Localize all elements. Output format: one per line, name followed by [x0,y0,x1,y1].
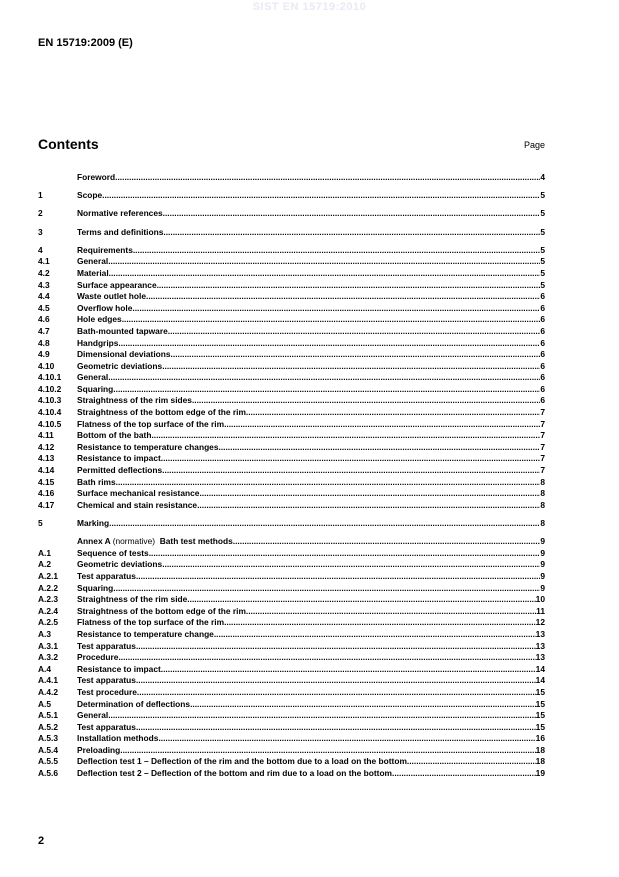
toc-entry-title: Flatness of the top surface of the rim [77,617,225,628]
toc-entry-number: 4.8 [38,337,50,348]
toc-leader-dots [108,710,535,722]
toc-entry[interactable] [38,372,545,384]
toc-entry-number: 4.16 [38,488,55,499]
toc-entry-title: Hole edges [77,314,122,325]
toc-leader-dots [219,442,541,454]
toc-entry-title: Test apparatus [77,640,136,651]
toc-entry-page: 6 [540,291,545,302]
toc-entry-page: 7 [540,465,545,476]
toc-entry-page: 14 [535,663,545,674]
toc-entry-number: A.4.2 [38,686,59,697]
toc-entry-title: Bath rims [77,476,116,487]
toc-entry[interactable] [38,536,545,548]
toc-entry[interactable] [38,280,545,292]
toc-entry-page: 19 [535,768,545,779]
toc-entry-title: General [77,256,109,267]
toc-leader-dots [157,280,541,292]
toc-entry[interactable] [38,477,545,489]
toc-entry-page: 7 [540,430,545,441]
toc-entry-title: Test procedure [77,686,137,697]
toc-entry[interactable] [38,465,545,477]
toc-entry[interactable] [38,384,545,396]
toc-entry-page: 15 [535,698,545,709]
toc-entry[interactable] [38,687,545,699]
toc-entry-number: A.2.2 [38,582,59,593]
toc-entry-title: Geometric deviations [77,360,163,371]
toc-entry-number: A.1 [38,547,52,558]
toc-entry[interactable] [38,548,545,560]
toc-leader-dots [199,488,540,500]
toc-entry[interactable] [38,664,545,676]
toc-leader-dots [136,722,536,734]
toc-entry-number: A.5.2 [38,721,59,732]
toc-entry-page: 15 [535,686,545,697]
toc-entry-number: 4.15 [38,476,55,487]
toc-entry-number: 4.13 [38,453,55,464]
toc-entry-page: 6 [540,360,545,371]
toc-entry-number: A.3 [38,628,52,639]
toc-entry-title: Installation methods [77,733,159,744]
toc-entry-number: A.4 [38,663,52,674]
toc-entry-title: Straightness of the bottom edge of the rim [77,407,246,418]
toc-entry-page: 6 [540,314,545,325]
toc-entry-title: Straightness of the rim sides [77,395,192,406]
toc-entry-title: Dimensional deviations [77,349,171,360]
toc-entry-title-qualifier: (normative) [112,536,156,547]
toc-entry[interactable] [38,722,545,734]
toc-entry-title: General [77,710,109,721]
toc-entry-title: Scope [77,190,103,201]
toc-entry-page: 6 [540,325,545,336]
toc-entry-page: 6 [540,302,545,313]
toc-entry-title: Chemical and stain resistance [77,499,198,510]
toc-entry-number: 4.12 [38,441,55,452]
toc-entry-title: Material [77,267,109,278]
toc-entry-page: 7 [540,407,545,418]
toc-entry-page: 6 [540,395,545,406]
toc-leader-dots [133,245,540,257]
toc-entry[interactable] [38,442,545,454]
toc-entry[interactable] [38,768,545,780]
toc-entry-title [77,536,233,548]
toc-entry-page: 5 [540,267,545,278]
toc-entry-page: 6 [540,337,545,348]
toc-entry-page: 6 [540,372,545,383]
toc-entry-number: 4.11 [38,430,54,441]
toc-entry-title: Marking [77,518,110,528]
toc-entry-page: 12 [535,617,545,628]
toc-leader-dots [109,518,540,530]
toc-entry[interactable] [38,606,545,618]
toc-entry[interactable] [38,430,545,442]
toc-entry-number: A.2.4 [38,605,59,616]
toc-entry-title: Test apparatus [77,570,136,581]
toc-leader-dots [151,430,540,442]
toc-entry-title: Test apparatus [77,675,136,686]
toc-entry-page: 13 [535,652,545,663]
toc-leader-dots [136,571,540,583]
toc-entry-number: 4.10.5 [38,418,62,429]
toc-leader-dots [136,641,536,653]
toc-entry-title: Test apparatus [77,721,136,732]
toc-entry-title: Resistance to impact [77,663,161,674]
toc-entry-number: 4.10 [38,360,55,371]
toc-entry-number: A.3.2 [38,652,59,663]
page-column-header: Page [523,140,545,150]
toc-entry-title: Straightness of the bottom edge of the rim [77,605,246,616]
toc-leader-dots [392,768,536,780]
toc-entry-number: A.5.4 [38,744,59,755]
toc-leader-dots [122,314,541,326]
toc-entry-title: Straightness of the rim side [77,594,188,605]
toc-entry-number: 4.4 [38,291,50,302]
toc-leader-dots [113,384,540,396]
toc-entry-title: Surface appearance [77,279,157,290]
toc-entry[interactable] [38,745,545,757]
toc-entry-number: 5 [38,518,43,528]
toc-leader-dots [214,629,536,641]
toc-entry[interactable] [38,583,545,595]
toc-entry-page: 5 [540,244,545,255]
toc-entry-title: Geometric deviations [77,559,163,570]
toc-entry[interactable] [38,594,545,606]
toc-leader-dots [109,268,541,280]
toc-entry-page: 10 [535,594,545,605]
toc-entry-title-text: Bath test methods [159,536,233,547]
toc-entry[interactable] [38,419,545,431]
toc-leader-dots [224,419,540,431]
toc-leader-dots [118,338,540,350]
toc-entry-title: Squaring [77,383,114,394]
toc-entry-page: 9 [540,536,545,547]
toc-leader-dots [161,453,541,465]
toc-leader-dots [162,465,540,477]
toc-entry-number: 4.14 [38,465,55,476]
watermark: SIST EN 15719:2010 [252,1,367,13]
toc-entry-title: Procedure [77,652,119,663]
toc-entry[interactable] [38,675,545,687]
toc-entry-number: 4.2 [38,267,50,278]
toc-entry-page: 5 [540,256,545,267]
toc-entry-number: 4.10.3 [38,395,62,406]
toc-entry-title: Permitted deflections [77,465,163,476]
toc-entry-number: A.5.1 [38,710,59,721]
toc-entry-number: A.5.3 [38,733,59,744]
toc-entry[interactable] [38,314,545,326]
toc-entry-title: Deflection test 2 – Deflection of the bottom and rim due to a load on the bottom [77,768,393,779]
toc-leader-dots [233,536,541,548]
toc-entry[interactable] [38,190,545,202]
toc-entry-number: 4.17 [38,499,55,510]
toc-leader-dots [163,227,540,239]
toc-leader-dots [197,500,540,512]
toc-entry[interactable] [38,518,545,530]
page-number: 2 [38,835,45,847]
toc-entry[interactable] [38,641,545,653]
toc-entry-title: Squaring [77,582,114,593]
toc-entry-page: 16 [535,733,545,744]
toc-entry-number: 4.10.1 [38,372,62,383]
toc-entry-title: General [77,372,109,383]
toc-leader-dots [192,395,540,407]
toc-entry-page: 7 [540,441,545,452]
toc-leader-dots [161,664,536,676]
toc-entry[interactable] [38,699,545,711]
toc-entry[interactable] [38,338,545,350]
toc-entry-page: 18 [535,744,545,755]
toc-entry-page: 11 [536,605,545,616]
toc-leader-dots [149,548,541,560]
table-of-contents [38,172,545,780]
toc-entry-number: 3 [38,226,43,237]
toc-entry[interactable] [38,245,545,257]
toc-leader-dots [136,675,536,687]
toc-entry[interactable] [38,559,545,571]
toc-entry-page: 5 [540,190,545,201]
toc-entry-title: Resistance to temperature change [77,628,214,639]
toc-entry[interactable] [38,256,545,268]
toc-entry[interactable] [38,407,545,419]
toc-entry-number: 4.1 [38,256,50,267]
toc-entry-page: 9 [540,582,545,593]
toc-entry-page: 15 [535,721,545,732]
toc-entry-number: 4.7 [38,325,50,336]
toc-entry-title: Resistance to temperature changes [77,441,219,452]
toc-entry-number: A.5.5 [38,756,59,767]
toc-entry-number: 4.10.4 [38,407,62,418]
toc-entry-page: 5 [540,226,545,237]
toc-entry-number: A.4.1 [38,675,59,686]
toc-entry-page: 8 [540,499,545,510]
toc-entry[interactable] [38,710,545,722]
toc-entry[interactable] [38,617,545,629]
toc-entry-title: Deflection test 1 – Deflection of the rim and the bottom due to a load on the bottom [77,756,407,767]
toc-entry[interactable] [38,500,545,512]
toc-entry-title: Requirements [77,244,133,255]
toc-entry-title: Bath-mounted tapware [77,325,168,336]
toc-entry-number: 4.9 [38,349,50,360]
toc-entry-page: 9 [540,570,545,581]
toc-entry[interactable] [38,208,545,220]
toc-entry-number: 4.5 [38,302,50,313]
toc-leader-dots [116,477,541,489]
toc-entry[interactable] [38,326,545,338]
toc-entry[interactable] [38,756,545,768]
toc-leader-dots [162,361,540,373]
toc-entry-title: Foreword [77,172,116,182]
toc-entry-page: 7 [540,418,545,429]
toc-leader-dots [108,256,540,268]
toc-entry-number: A.2.5 [38,617,59,628]
toc-entry-page: 15 [535,710,545,721]
toc-entry-page: 5 [540,279,545,290]
toc-entry-page: 18 [535,756,545,767]
toc-leader-dots [113,583,540,595]
toc-entry[interactable] [38,652,545,664]
toc-entry-number: 2 [38,208,43,219]
toc-entry-title: Flatness of the top surface of the rim [77,418,225,429]
toc-entry-title: Surface mechanical resistance [77,488,200,499]
document-id: EN 15719:2009 (E) [38,37,133,49]
toc-leader-dots [163,208,541,220]
toc-entry-title: Normative references [77,208,163,219]
toc-leader-dots [162,559,540,571]
toc-entry[interactable] [38,733,545,745]
toc-entry-title: Overflow hole [77,302,133,313]
toc-entry-number: 4.6 [38,314,50,325]
toc-entry-page: 6 [540,383,545,394]
toc-leader-dots [407,756,536,768]
toc-leader-dots [118,652,535,664]
toc-entry-title: Handgrips [77,337,119,348]
toc-entry-title: Terms and definitions [77,226,164,237]
toc-entry-number: 4 [38,244,43,255]
toc-entry[interactable] [38,361,545,373]
toc-entry-page: 9 [540,547,545,558]
toc-leader-dots [158,733,535,745]
toc-entry-title: Resistance to impact [77,453,161,464]
toc-entry[interactable] [38,629,545,641]
toc-entry[interactable] [38,303,545,315]
toc-entry-number: A.3.1 [38,640,59,651]
toc-entry-number: A.2.1 [38,570,59,581]
toc-leader-dots [187,594,535,606]
toc-entry-page: 13 [535,628,545,639]
toc-entry-number: 4.10.2 [38,383,62,394]
toc-entry-page: 9 [540,559,545,570]
toc-entry-title: Bottom of the bath [77,430,152,441]
toc-entry-number: A.2 [38,559,52,570]
toc-entry-page: 13 [535,640,545,651]
toc-entry-number: A.5.6 [38,768,59,779]
toc-entry-page: 8 [540,488,545,499]
toc-entry[interactable] [38,349,545,361]
toc-leader-dots [102,190,540,202]
toc-leader-dots [120,745,535,757]
toc-entry-title: Preloading [77,744,121,755]
toc-entry-page: 6 [540,349,545,360]
toc-leader-dots [246,407,540,419]
toc-entry[interactable] [38,453,545,465]
toc-entry-page: 5 [540,208,545,219]
toc-entry[interactable] [38,395,545,407]
toc-leader-dots [137,687,536,699]
toc-entry-page: 8 [540,476,545,487]
toc-entry-title: Determination of deflections [77,698,191,709]
toc-entry[interactable] [38,291,545,303]
toc-entry-title: Waste outlet hole [77,291,147,302]
toc-leader-dots [190,699,536,711]
toc-entry-page: 8 [540,518,545,528]
toc-entry[interactable] [38,227,545,239]
toc-entry-page: 7 [540,453,545,464]
toc-leader-dots [171,349,541,361]
toc-entry-page: 4 [540,172,545,182]
toc-entry-number: A.2.3 [38,594,59,605]
toc-leader-dots [168,326,541,338]
toc-entry[interactable] [38,571,545,583]
toc-entry-number: 4.3 [38,279,50,290]
toc-entry-number: 1 [38,190,43,201]
toc-leader-dots [146,291,540,303]
toc-entry[interactable] [38,488,545,500]
toc-entry-page: 14 [535,675,545,686]
toc-leader-dots [115,172,540,184]
toc-entry[interactable] [38,268,545,280]
toc-leader-dots [108,372,540,384]
page-title: Contents [38,136,99,152]
toc-entry-title: Sequence of tests [77,547,149,558]
toc-entry[interactable] [38,172,545,184]
toc-leader-dots [224,617,536,629]
toc-leader-dots [246,606,536,618]
toc-entry-title-annex: Annex A [77,536,111,547]
toc-entry-number: A.5 [38,698,52,709]
toc-leader-dots [132,303,540,315]
